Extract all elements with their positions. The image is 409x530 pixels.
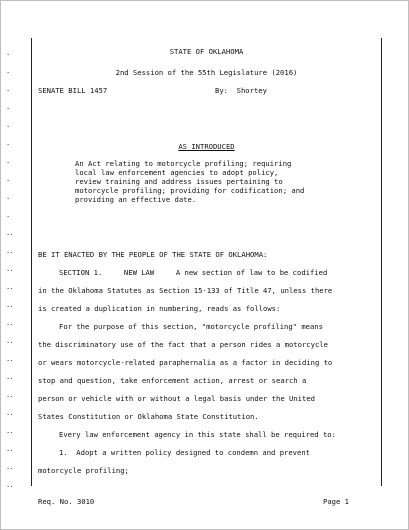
line-marker: .. — [6, 409, 13, 417]
line-marker: . — [6, 121, 10, 129]
body-line: the discriminatory use of the fact that a person rides a motorcycle — [38, 340, 328, 349]
line-marker: .. — [6, 337, 13, 345]
body-line: person or vehicle with or without a legal basis under the United — [38, 394, 315, 403]
line-marker: .. — [6, 301, 13, 309]
body-line: motorcycle profiling; — [38, 466, 129, 475]
line-marker: . — [6, 193, 10, 201]
bill-author: By: Shortey — [215, 86, 267, 95]
body-line: Every law enforcement agency in this state shall be required to: — [59, 430, 336, 439]
line-marker: . — [6, 103, 10, 111]
right-margin-rule — [381, 38, 382, 486]
line-marker: . — [6, 157, 10, 165]
line-marker: .. — [6, 355, 13, 363]
request-number: Req. No. 3010 — [38, 497, 95, 506]
body-line: is created a duplication in numbering, reads as follows: — [38, 304, 281, 313]
line-marker: . — [6, 49, 10, 57]
body-line: stop and question, take enforcement action, arrest or search a — [38, 376, 307, 385]
title-line: local law enforcement agencies to adopt policy, — [75, 168, 279, 177]
line-marker: . — [6, 211, 10, 219]
title-line: motorcycle profiling; providing for codification; and — [75, 186, 305, 195]
line-marker: . — [6, 85, 10, 93]
status-heading: AS INTRODUCED — [178, 142, 235, 151]
line-marker: .. — [6, 265, 13, 273]
body-line: 1. Adopt a written policy designed to condemn and prevent — [59, 448, 310, 457]
line-marker: .. — [6, 463, 13, 471]
line-marker: . — [6, 67, 10, 75]
body-line: or wears motorcycle-related paraphernalia as a factor in deciding to — [38, 358, 333, 367]
enacting-clause: BE IT ENACTED BY THE PEOPLE OF THE STATE OF OKLAHOMA: — [38, 250, 268, 259]
line-marker: . — [6, 175, 10, 183]
body-line: For the purpose of this section, "motorcycle profiling" means — [59, 322, 323, 331]
state-heading: STATE OF OKLAHOMA — [169, 47, 244, 56]
line-marker: .. — [6, 229, 13, 237]
line-marker: . — [6, 139, 10, 147]
bill-number: SENATE BILL 1457 — [38, 86, 108, 95]
line-marker: .. — [6, 373, 13, 381]
body-line: in the Oklahoma Statutes as Section 15-133 of Title 47, unless there — [38, 286, 333, 295]
left-margin-rule — [31, 38, 32, 486]
line-marker: .. — [6, 283, 13, 291]
line-marker: .. — [6, 319, 13, 327]
title-line: providing an effective date. — [75, 195, 197, 204]
body-line: States Constitution or Oklahoma State Constitution. — [38, 412, 259, 421]
page-number: Page 1 — [323, 497, 349, 506]
title-line: An Act relating to motorcycle profiling; requiring — [75, 159, 292, 168]
title-line: review training and address issues pertaining to — [75, 177, 283, 186]
line-marker: .. — [6, 247, 13, 255]
line-marker: .. — [6, 391, 13, 399]
body-line: SECTION 1. NEW LAW A new section of law to be codified — [59, 268, 328, 277]
line-marker: .. — [6, 427, 13, 435]
session-line: 2nd Session of the 55th Legislature (2016) — [115, 68, 298, 77]
line-marker: .. — [6, 445, 13, 453]
line-marker: .. — [6, 481, 13, 489]
